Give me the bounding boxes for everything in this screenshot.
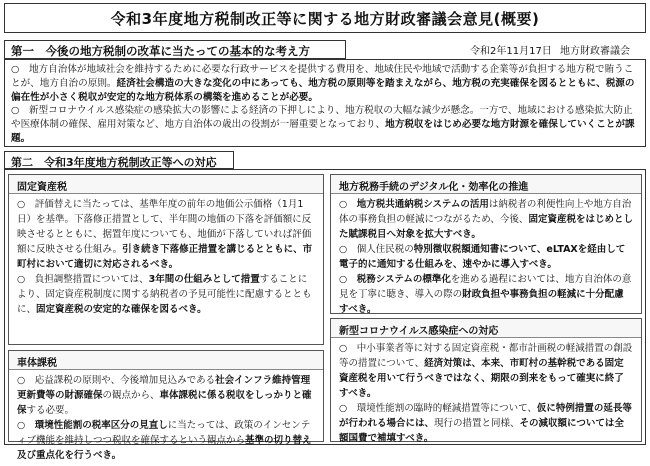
item-text: 現行の措置と同様、 [434, 418, 520, 429]
panel-body [9, 370, 323, 466]
item-text: ○ 環境性能割の臨時的軽減措置等について、 [339, 403, 537, 414]
panel-heading: 地方税務手続のデジタル化・効率化の推進 [331, 175, 641, 194]
item-bold: 基準の切り替え及び重点化を行うべき。 [17, 435, 312, 461]
item-bold: 特別徴収税額通知書について、eLTAXを経由して電子的に通知する仕組みを、速やかに導入すべき。 [339, 244, 626, 270]
item-bold: 固定資産税をはじめとした賦課税目へ対象を拡大すべき。 [339, 214, 633, 240]
item-bold: 社会インフラ維持管理更新費等の財源確保 [17, 375, 311, 401]
item-text: を進める過程においては、地方自治体の意見を丁寧に聴き、導入の際の [339, 274, 632, 300]
item-bold: ○ 地方税共通納税システムの活用 [339, 199, 489, 210]
item-text: ○ 中小事業者等に対する固定資産税・都市計画税の軽減措置の創設等の措置について、 [339, 343, 633, 369]
section1-p2-bold: 地方税収をはじめ必要な地方財源を確保していくことが課題。 [11, 119, 635, 144]
panel-digitalization [330, 174, 642, 314]
page-title: 令和3年度地方税制改正等に関する地方財政審議会意見(概要) [110, 9, 540, 28]
item-bold: 3年間の仕組みとして措置 [148, 274, 260, 285]
item-bold: 財政負担や事務負担の軽減に十分配慮すべき。 [339, 289, 624, 315]
list-item [339, 341, 633, 401]
item-text: ○ 個人住民税の [339, 244, 414, 255]
title-box [4, 3, 646, 33]
list-item [339, 242, 633, 272]
panel-body [9, 194, 323, 320]
item-bold: 固定資産税の安定的な確保を図るべき。 [36, 304, 207, 315]
item-bold: 引き続き下落修正措置を講じるとともに、市町村において適切に対応されるべき。 [17, 244, 313, 270]
panel-body [331, 194, 641, 320]
panel-covid-response [330, 318, 642, 442]
item-text: ○ 評価替えに当たっては、基準年度の前年の地価公示価格（1月1日）を基準。下落修正措置として、半年間の地価の下落を評価額に反映させるとともに、据置年度についても、地価が下落していれば評価額に反映させる仕組み。 [17, 199, 312, 255]
section1-p1-text: ○ 地方自治体が地域社会を維持するために必要な行政サービスを提供する費用を、地域住民や地域で活動する企業等が負担する地方税で賄うことが、地方自治の原則。 [11, 64, 634, 89]
panel-vehicle-tax [8, 350, 324, 461]
section1-p2-text: ○ 新型コロナウイルス感染症の感染拡大の影響による経済の下押しにより、地方税収の大幅な減少が懸念。一方で、地域における感染拡大防止や医療体制の確保、雇用対策など、地方自治体の歳出の役割が一層重要となっており、 [11, 105, 633, 131]
section1-p1-bold: 経済社会構造の大きな変化の中にあっても、地方税の原則等を踏まえながら、地方税の充実確保を図るとともに、税源の偏在性が小さく税収が安定的な地方税体系の構築を進めることが必要。 [11, 77, 635, 103]
item-text: の観点から、 [102, 390, 160, 401]
list-item [339, 401, 633, 446]
panel-body [331, 338, 641, 449]
item-bold: 仮に特例措置の延長等が行われる場合には、 [339, 403, 632, 429]
section1-body [4, 59, 646, 147]
item-bold: 経済対策は、本来、市町村の基幹税である固定資産税を用いて行うべきではなく、期限の到来をもって確実に終了すべき。 [339, 358, 624, 399]
item-bold: 車体課税に係る税収をしっかりと確保 [17, 390, 312, 416]
item-text: に当たっては、政策のインセンティブ機能を維持しつつ税収を確保するという観点から [17, 420, 311, 446]
section1-heading: 第一 今後の地方税制の改革に当たっての基本的な考え方 [4, 40, 346, 59]
document-date: 令和2年11月17日 [470, 46, 552, 57]
panel-fixed-asset-tax [8, 174, 324, 345]
section1-paragraph-1 [11, 63, 639, 104]
item-bold: ○ 環境性能割の税率区分の見直し [17, 420, 168, 431]
list-item [17, 272, 315, 317]
item-text: ○ 負担調整措置については、 [17, 274, 149, 285]
item-text: ○ 応益課税の原則や、今後増加見込みである [17, 375, 216, 386]
item-bold: その減収額については全額国費で補填すべき。 [339, 418, 624, 444]
section1-paragraph-2 [11, 104, 639, 145]
item-text: は納税者の利便性向上や地方自治体の事務負担の軽減につながるため、今後、 [339, 199, 632, 225]
panel-heading: 新型コロナウイルス感染症への対応 [331, 319, 641, 338]
item-text: する必要。 [26, 405, 75, 416]
item-bold: ○ 税務システムの標準化 [339, 274, 451, 285]
list-item [339, 197, 633, 242]
list-item [17, 418, 315, 463]
panel-heading: 固定資産税 [9, 175, 323, 194]
list-item [17, 197, 315, 272]
document-org: 地方財政審議会 [560, 46, 630, 57]
section2-heading: 第二 令和3年度地方税制改正等への対応 [4, 151, 234, 169]
list-item [339, 272, 633, 317]
item-text: することにより、固定資産税制度に関する納税者の予見可能性に配慮するとともに、 [17, 274, 312, 315]
panel-heading: 車体課税 [9, 351, 323, 370]
list-item [17, 373, 315, 418]
